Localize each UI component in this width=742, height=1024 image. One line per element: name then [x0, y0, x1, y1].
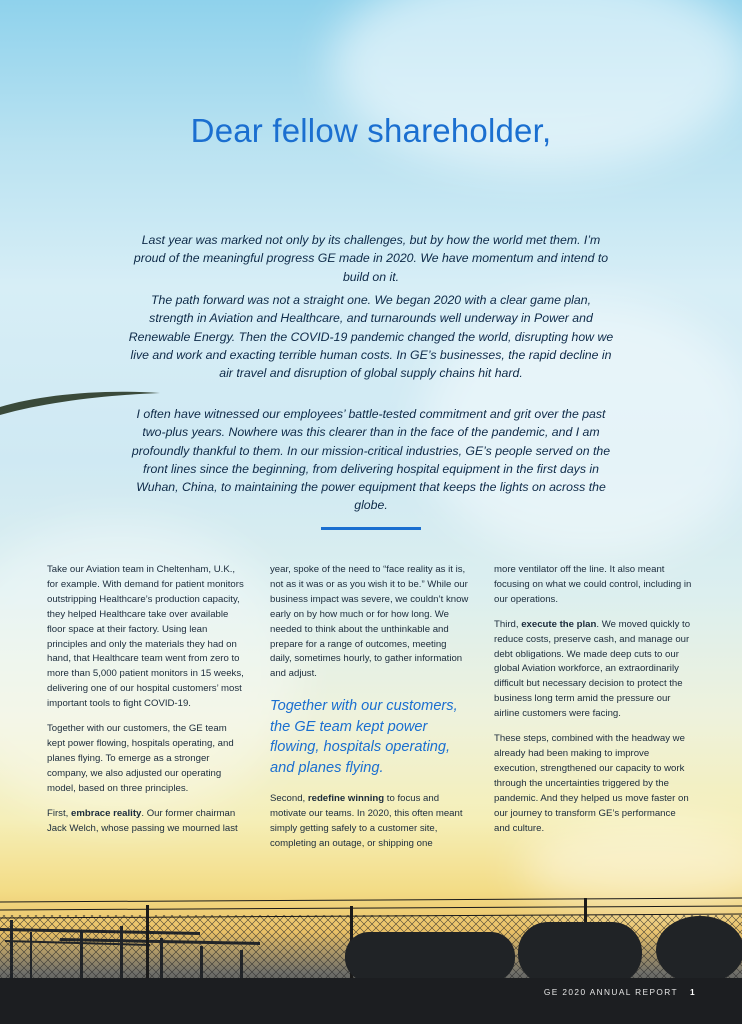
page-number: 1 [689, 987, 696, 997]
page-footer [544, 987, 696, 997]
body-column-3 [494, 563, 693, 846]
body-paragraph: These steps, combined with the headway we already had been making to improve execution, strengthened our capacity to work through the uncertainties triggered by the pandemic. And they helped us move faster on our journey to transform GE’s performance and culture. [494, 733, 689, 834]
body-paragraph: more ventilator off the line. It also meant focusing on what we could control, including in our operations. [494, 564, 692, 605]
report-name: GE 2020 ANNUAL REPORT [543, 987, 678, 997]
body-paragraph: Third, execute the plan. We moved quickly to reduce costs, preserve cash, and manage our debt obligations. We made deep cuts to our global Aviation workforce, an extraordinarily difficult but necessary decision to protect the business long term amid the pressure our airline customers were facing. [494, 618, 691, 720]
intro-paragraph: Last year was marked not only by its challenges, but by how the world met them. I’m proud of the meaningful progress GE made in 2020. We have momentum and intend to build on it. [133, 233, 609, 284]
body-paragraph: First, embrace reality. Our former chairman Jack Welch, whose passing we mourned last [47, 807, 238, 834]
principle-emphasis: embrace reality [70, 807, 142, 819]
intro-paragraph: The path forward was not a straight one. We began 2020 with a clear game plan, strength in Aviation and Healthcare, and turnarounds well underway in Power and Renewable Energy. Then the COVID-19 pandemic changed the world, disrupting how we live and work and exacting terrible human costs. In GE’s businesses, the rapid decline in air travel and disruption of global supply chains hit hard. [128, 293, 614, 381]
body-paragraph: Second, redefine winning to focus and motivate our teams. In 2020, this often meant simply getting safely to a customer site, completing an outage, or shipping one [270, 793, 463, 849]
intro-paragraph: I often have witnessed our employees’ battle-tested commitment and grit over the past two-plus years. Nowhere was this clearer than in the face of the pandemic, and I am profoundly thankful to them. In our mission-critical industries, GE’s people served on the front lines since the beginning, from delivering hospital equipment in the first days in Wuhan, China, to maintaining the power equipment that keeps the lights on across the globe. [131, 407, 611, 513]
body-column-2 [270, 563, 469, 862]
pull-quote: Together with our customers, the GE team kept power flowing, hospitals operating, and planes flying. [270, 698, 458, 776]
port-silhouette-image [0, 880, 742, 1024]
principle-emphasis: redefine winning [307, 793, 385, 805]
body-paragraph: Take our Aviation team in Cheltenham, U.K., for example. With demand for patient monitors outstripping Healthcare’s production capacity, they helped Healthcare take over available floor space at their factory. Using lean principles and only the materials they had on hand, that Healthcare team went from zero to more than 5,000 patient monitors in 15 weeks, delivering one of our hospital customers’ most important tools to fight COVID-19. [47, 564, 244, 710]
divider [321, 527, 421, 530]
principle-emphasis: execute the plan [521, 618, 597, 630]
body-paragraph: Together with our customers, the GE team kept power flowing, hospitals operating, and planes flying. To emerge as a stronger company, we also adjusted our operating model, based on three principles. [47, 723, 234, 794]
page-title: Dear fellow shareholder, [190, 112, 552, 149]
body-paragraph: year, spoke of the need to “face reality as it is, not as it was or as you wish it to be.” While our business impact was severe, we couldn’t know early on by how much or for how long. We needed to think about the unthinkable and prepare for a range of outcomes, meeting daily, sometimes hourly, to gather information and adjust. [270, 564, 469, 680]
body-column-1 [47, 563, 246, 846]
